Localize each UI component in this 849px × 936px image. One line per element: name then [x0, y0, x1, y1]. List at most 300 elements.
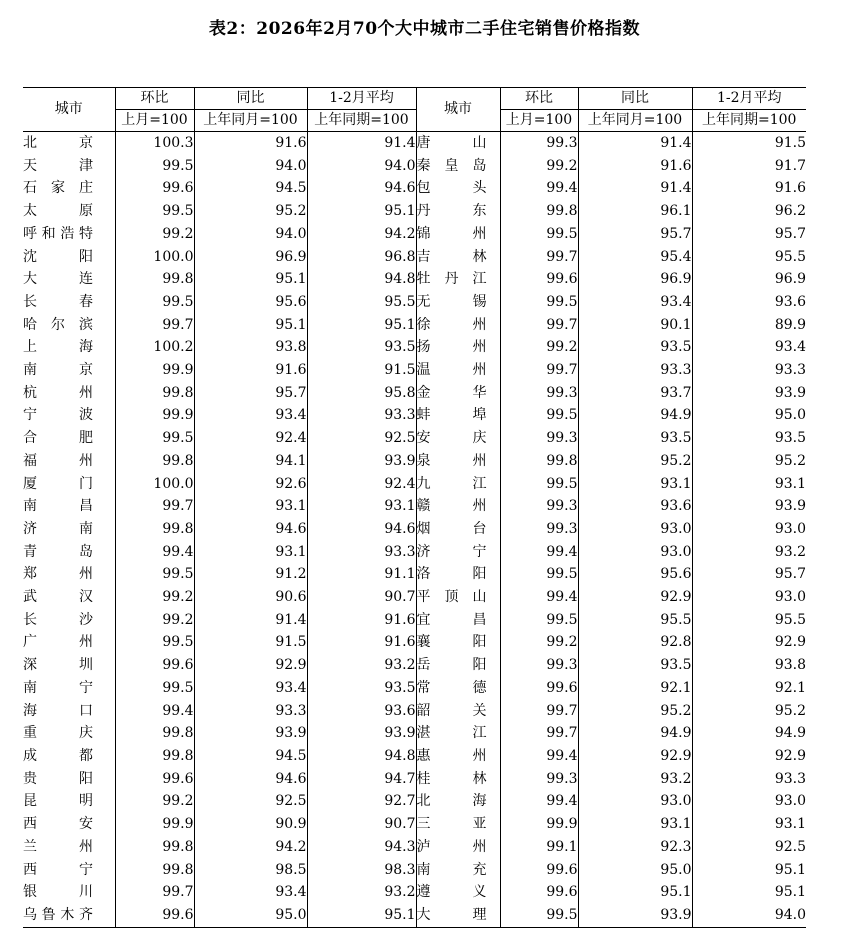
city-label: 贵阳	[23, 770, 93, 787]
yoy-value-left: 90.6	[194, 586, 307, 609]
header-yoy-right: 同比	[578, 88, 692, 110]
city-label: 重庆	[23, 725, 93, 742]
mom-value-right: 99.5	[500, 563, 578, 586]
city-label: 蚌埠	[416, 407, 487, 424]
avg-value-left: 95.1	[307, 200, 416, 223]
city-label: 湛江	[416, 725, 487, 742]
city-name-right	[416, 768, 500, 791]
city-name-left	[23, 677, 115, 700]
avg-value-left: 91.5	[307, 359, 416, 382]
mom-value-left: 99.6	[115, 177, 194, 200]
yoy-value-left: 90.9	[194, 813, 307, 836]
avg-value-right: 93.9	[774, 384, 806, 401]
city-label: 北海	[416, 793, 487, 810]
city-label: 厦门	[23, 475, 93, 492]
city-label: 三亚	[416, 816, 487, 833]
avg-value-right: 96.9	[774, 271, 806, 288]
city-label: 襄阳	[416, 634, 487, 651]
yoy-value-right: 95.0	[578, 859, 692, 882]
city-name-right	[416, 631, 500, 654]
yoy-value-right: 93.0	[578, 541, 692, 564]
avg-value-left: 96.8	[307, 246, 416, 269]
city-name-right	[416, 677, 500, 700]
mom-value-left: 99.8	[115, 382, 194, 405]
yoy-value-right: 93.7	[578, 382, 692, 405]
avg-value-right: 91.7	[774, 157, 806, 174]
yoy-value-right: 93.0	[578, 790, 692, 813]
yoy-value-left: 93.4	[194, 881, 307, 904]
mom-value-left: 99.2	[115, 790, 194, 813]
city-name-left	[23, 246, 115, 269]
city-name-left	[23, 132, 115, 155]
city-name-right	[416, 790, 500, 813]
avg-value-left: 92.7	[307, 790, 416, 813]
avg-value-left: 98.3	[307, 859, 416, 882]
avg-value-right: 95.1	[774, 884, 806, 901]
avg-value-left: 91.4	[307, 132, 416, 155]
yoy-value-left: 94.6	[194, 768, 307, 791]
avg-value-right: 92.9	[774, 634, 806, 651]
avg-value-right: 93.1	[774, 475, 806, 492]
city-label: 烟台	[416, 520, 487, 537]
table-body	[23, 132, 806, 928]
header-mom-sub-left: 上月=100	[115, 110, 194, 132]
yoy-value-left: 94.0	[194, 223, 307, 246]
mom-value-left: 100.2	[115, 336, 194, 359]
yoy-value-left: 94.0	[194, 155, 307, 178]
avg-value-right: 95.7	[774, 566, 806, 583]
city-label: 沈阳	[23, 248, 93, 265]
mom-value-right: 99.5	[500, 473, 578, 496]
city-name-left	[23, 314, 115, 337]
city-name-left	[23, 518, 115, 541]
table-row	[23, 495, 806, 518]
mom-value-left: 99.2	[115, 223, 194, 246]
table-row	[23, 790, 806, 813]
city-label: 福州	[23, 452, 93, 469]
yoy-value-right: 93.1	[578, 473, 692, 496]
city-name-right	[416, 450, 500, 473]
city-name-left	[23, 654, 115, 677]
avg-value-right: 95.5	[774, 611, 806, 628]
header-mom-right: 环比	[500, 88, 578, 110]
avg-value-right: 95.0	[774, 407, 806, 424]
avg-value-left: 91.6	[307, 631, 416, 654]
avg-value-right: 93.8	[774, 657, 806, 674]
avg-value-left: 93.3	[307, 541, 416, 564]
yoy-value-right: 96.9	[578, 268, 692, 291]
city-name-left	[23, 336, 115, 359]
table-title: 表2：2026年2月70个大中城市二手住宅销售价格指数	[208, 19, 641, 39]
city-name-right	[416, 541, 500, 564]
city-label: 银川	[23, 884, 93, 901]
yoy-value-right: 92.9	[578, 745, 692, 768]
mom-value-left: 99.5	[115, 427, 194, 450]
city-name-left	[23, 631, 115, 654]
header-avg-sub-right: 上年同期=100	[692, 110, 806, 132]
avg-value-left: 94.8	[307, 268, 416, 291]
avg-value-right: 91.5	[774, 135, 806, 151]
avg-value-right: 93.4	[774, 339, 806, 356]
city-label: 长春	[23, 293, 93, 310]
header-avg-sub-left: 上年同期=100	[307, 110, 416, 132]
avg-value-right: 93.3	[774, 770, 806, 787]
city-label: 宜昌	[416, 611, 487, 628]
city-label: 包头	[416, 180, 487, 197]
mom-value-left: 99.8	[115, 518, 194, 541]
yoy-value-right: 93.9	[578, 904, 692, 927]
mom-value-left: 99.6	[115, 904, 194, 927]
city-label: 岳阳	[416, 657, 487, 674]
yoy-value-left: 92.9	[194, 654, 307, 677]
avg-value-left: 92.4	[307, 473, 416, 496]
avg-value-right: 93.0	[774, 793, 806, 810]
table-row	[23, 473, 806, 496]
city-name-left	[23, 609, 115, 632]
yoy-value-right: 95.7	[578, 223, 692, 246]
yoy-value-left: 95.0	[194, 904, 307, 927]
city-name-right	[416, 722, 500, 745]
avg-value-right: 93.6	[774, 293, 806, 310]
mom-value-left: 99.8	[115, 450, 194, 473]
mom-value-right: 99.3	[500, 654, 578, 677]
mom-value-right: 99.3	[500, 768, 578, 791]
mom-value-left: 99.5	[115, 563, 194, 586]
city-name-right	[416, 609, 500, 632]
mom-value-left: 99.7	[115, 314, 194, 337]
header-yoy-sub-left: 上年同月=100	[194, 110, 307, 132]
avg-value-right: 95.2	[774, 452, 806, 469]
mom-value-right: 99.4	[500, 541, 578, 564]
city-label: 扬州	[416, 339, 487, 356]
city-label: 常德	[416, 679, 487, 696]
mom-value-left: 100.3	[115, 132, 194, 155]
header-city-right: 城市	[416, 88, 500, 132]
yoy-value-right: 95.2	[578, 450, 692, 473]
yoy-value-right: 91.4	[578, 132, 692, 155]
city-name-left	[23, 268, 115, 291]
city-name-left	[23, 881, 115, 904]
avg-value-left: 94.7	[307, 768, 416, 791]
city-name-left	[23, 586, 115, 609]
table-row	[23, 654, 806, 677]
table-row	[23, 609, 806, 632]
city-name-right	[416, 881, 500, 904]
table-row	[23, 836, 806, 859]
mom-value-right: 99.6	[500, 677, 578, 700]
yoy-value-right: 93.5	[578, 654, 692, 677]
mom-value-left: 99.8	[115, 722, 194, 745]
avg-value-left: 95.1	[307, 904, 416, 927]
mom-value-left: 99.7	[115, 495, 194, 518]
mom-value-left: 99.5	[115, 200, 194, 223]
yoy-value-left: 91.6	[194, 359, 307, 382]
avg-value-right: 92.9	[774, 747, 806, 764]
city-name-right	[416, 904, 500, 927]
yoy-value-right: 95.2	[578, 700, 692, 723]
city-label: 乌鲁木齐	[23, 906, 93, 923]
city-name-left	[23, 473, 115, 496]
yoy-value-left: 94.6	[194, 518, 307, 541]
city-label: 泸州	[416, 838, 487, 855]
mom-value-left: 99.6	[115, 654, 194, 677]
header-city-left: 城市	[23, 88, 115, 132]
yoy-value-left: 92.5	[194, 790, 307, 813]
yoy-value-right: 93.2	[578, 768, 692, 791]
yoy-value-left: 93.8	[194, 336, 307, 359]
yoy-value-right: 95.6	[578, 563, 692, 586]
city-label: 长沙	[23, 611, 93, 628]
yoy-value-right: 93.1	[578, 813, 692, 836]
avg-value-right: 93.0	[774, 520, 806, 537]
mom-value-left: 99.5	[115, 631, 194, 654]
avg-value-left: 92.5	[307, 427, 416, 450]
city-label: 徐州	[416, 316, 487, 333]
avg-value-left: 93.9	[307, 722, 416, 745]
city-name-right	[416, 563, 500, 586]
header-yoy-left: 同比	[194, 88, 307, 110]
header-mom-left: 环比	[115, 88, 194, 110]
table-row	[23, 745, 806, 768]
avg-value-right: 95.1	[774, 861, 806, 878]
city-label: 九江	[416, 475, 487, 492]
city-label: 北京	[23, 135, 93, 151]
mom-value-right: 99.3	[500, 495, 578, 518]
yoy-value-right: 95.4	[578, 246, 692, 269]
mom-value-left: 99.8	[115, 859, 194, 882]
mom-value-right: 99.7	[500, 246, 578, 269]
city-name-left	[23, 813, 115, 836]
mom-value-right: 99.8	[500, 450, 578, 473]
table-row	[23, 314, 806, 337]
yoy-value-right: 94.9	[578, 404, 692, 427]
avg-value-left: 93.2	[307, 654, 416, 677]
mom-value-right: 99.3	[500, 518, 578, 541]
city-name-right	[416, 314, 500, 337]
city-name-right	[416, 291, 500, 314]
city-name-right	[416, 518, 500, 541]
city-label: 西宁	[23, 861, 93, 878]
mom-value-left: 99.8	[115, 268, 194, 291]
city-label: 太原	[23, 203, 93, 220]
mom-value-right: 99.7	[500, 700, 578, 723]
mom-value-left: 99.9	[115, 813, 194, 836]
yoy-value-left: 94.2	[194, 836, 307, 859]
city-name-right	[416, 336, 500, 359]
avg-value-right: 94.9	[774, 725, 806, 742]
yoy-value-left: 91.4	[194, 609, 307, 632]
yoy-value-right: 92.9	[578, 586, 692, 609]
city-name-left	[23, 722, 115, 745]
city-name-right	[416, 382, 500, 405]
avg-value-left: 93.6	[307, 700, 416, 723]
table-row	[23, 359, 806, 382]
city-label: 南昌	[23, 498, 93, 515]
mom-value-right: 99.1	[500, 836, 578, 859]
city-name-left	[23, 450, 115, 473]
mom-value-right: 99.7	[500, 722, 578, 745]
yoy-value-right: 95.5	[578, 609, 692, 632]
mom-value-left: 99.5	[115, 677, 194, 700]
yoy-value-left: 96.9	[194, 246, 307, 269]
avg-value-right: 93.1	[774, 816, 806, 833]
mom-value-right: 99.3	[500, 382, 578, 405]
city-label: 丹东	[416, 203, 487, 220]
city-name-left	[23, 382, 115, 405]
city-label: 合肥	[23, 430, 93, 447]
city-label: 大连	[23, 271, 93, 288]
avg-value-left: 95.1	[307, 314, 416, 337]
yoy-value-right: 92.1	[578, 677, 692, 700]
yoy-value-left: 91.6	[194, 132, 307, 155]
table-row	[23, 541, 806, 564]
city-name-left	[23, 200, 115, 223]
city-name-right	[416, 813, 500, 836]
mom-value-right: 99.6	[500, 881, 578, 904]
city-label: 大理	[416, 906, 487, 923]
yoy-value-left: 94.1	[194, 450, 307, 473]
yoy-value-right: 93.4	[578, 291, 692, 314]
yoy-value-left: 94.5	[194, 745, 307, 768]
avg-value-right: 92.1	[774, 679, 806, 696]
yoy-value-left: 91.5	[194, 631, 307, 654]
table-row	[23, 518, 806, 541]
city-name-left	[23, 745, 115, 768]
mom-value-left: 99.2	[115, 609, 194, 632]
city-name-left	[23, 700, 115, 723]
mom-value-left: 100.0	[115, 473, 194, 496]
city-label: 郑州	[23, 566, 93, 583]
city-name-right	[416, 700, 500, 723]
city-name-right	[416, 359, 500, 382]
mom-value-left: 99.9	[115, 359, 194, 382]
yoy-value-right: 93.3	[578, 359, 692, 382]
yoy-value-right: 93.6	[578, 495, 692, 518]
city-label: 温州	[416, 362, 487, 379]
avg-value-right: 93.5	[774, 430, 806, 447]
mom-value-right: 99.8	[500, 200, 578, 223]
city-name-right	[416, 586, 500, 609]
avg-value-right: 93.3	[774, 362, 806, 379]
city-label: 赣州	[416, 498, 487, 515]
city-name-right	[416, 859, 500, 882]
table-row	[23, 859, 806, 882]
city-label: 惠州	[416, 747, 487, 764]
mom-value-right: 99.4	[500, 745, 578, 768]
city-label: 洛阳	[416, 566, 487, 583]
avg-value-left: 94.3	[307, 836, 416, 859]
city-label: 武汉	[23, 589, 93, 606]
city-name-left	[23, 836, 115, 859]
city-name-left	[23, 359, 115, 382]
mom-value-left: 99.6	[115, 768, 194, 791]
city-label: 广州	[23, 634, 93, 651]
mom-value-right: 99.7	[500, 359, 578, 382]
yoy-value-right: 93.0	[578, 518, 692, 541]
table-row	[23, 427, 806, 450]
yoy-value-left: 93.1	[194, 495, 307, 518]
yoy-value-right: 94.9	[578, 722, 692, 745]
table-row	[23, 677, 806, 700]
city-label: 杭州	[23, 384, 93, 401]
mom-value-right: 99.3	[500, 427, 578, 450]
header-yoy-sub-right: 上年同月=100	[578, 110, 692, 132]
city-label: 南宁	[23, 679, 93, 696]
avg-value-right: 96.2	[774, 203, 806, 220]
mom-value-right: 99.3	[500, 132, 578, 155]
table-row	[23, 813, 806, 836]
city-name-right	[416, 473, 500, 496]
avg-value-left: 93.5	[307, 677, 416, 700]
city-name-left	[23, 177, 115, 200]
city-name-right	[416, 268, 500, 291]
city-name-right	[416, 427, 500, 450]
mom-value-right: 99.5	[500, 291, 578, 314]
city-label: 呼和浩特	[23, 225, 93, 242]
city-label: 济宁	[416, 543, 487, 560]
city-label: 秦皇岛	[416, 157, 487, 174]
city-name-left	[23, 563, 115, 586]
mom-value-right: 99.9	[500, 813, 578, 836]
city-label: 遵义	[416, 884, 487, 901]
table-row	[23, 200, 806, 223]
avg-value-right: 95.2	[774, 702, 806, 719]
city-label: 成都	[23, 747, 93, 764]
avg-value-left: 94.0	[307, 155, 416, 178]
city-label: 青岛	[23, 543, 93, 560]
avg-value-left: 93.5	[307, 336, 416, 359]
yoy-value-left: 95.6	[194, 291, 307, 314]
yoy-value-left: 93.4	[194, 404, 307, 427]
yoy-value-right: 91.6	[578, 155, 692, 178]
mom-value-left: 99.9	[115, 404, 194, 427]
mom-value-right: 99.7	[500, 314, 578, 337]
mom-value-right: 99.6	[500, 859, 578, 882]
yoy-value-left: 92.6	[194, 473, 307, 496]
avg-value-right: 89.9	[774, 316, 806, 333]
table-row	[23, 450, 806, 473]
mom-value-left: 99.4	[115, 700, 194, 723]
table-row	[23, 246, 806, 269]
city-label: 金华	[416, 384, 487, 401]
city-label: 天津	[23, 157, 93, 174]
yoy-value-right: 90.1	[578, 314, 692, 337]
mom-value-right: 99.4	[500, 177, 578, 200]
city-label: 牡丹江	[416, 271, 487, 288]
avg-value-right: 95.5	[774, 248, 806, 265]
avg-value-right: 93.0	[774, 589, 806, 606]
table-row	[23, 268, 806, 291]
mom-value-left: 99.5	[115, 155, 194, 178]
city-name-right	[416, 132, 500, 155]
yoy-value-left: 95.2	[194, 200, 307, 223]
table-row	[23, 586, 806, 609]
yoy-value-left: 92.4	[194, 427, 307, 450]
city-name-right	[416, 654, 500, 677]
city-name-left	[23, 404, 115, 427]
mom-value-left: 100.0	[115, 246, 194, 269]
table-row	[23, 223, 806, 246]
header-mom-sub-right: 上月=100	[500, 110, 578, 132]
avg-value-right: 91.6	[774, 180, 806, 197]
yoy-value-right: 93.5	[578, 336, 692, 359]
table-row	[23, 563, 806, 586]
city-label: 桂林	[416, 770, 487, 787]
avg-value-left: 91.6	[307, 609, 416, 632]
mom-value-right: 99.2	[500, 336, 578, 359]
avg-value-left: 94.6	[307, 518, 416, 541]
yoy-value-right: 95.1	[578, 881, 692, 904]
